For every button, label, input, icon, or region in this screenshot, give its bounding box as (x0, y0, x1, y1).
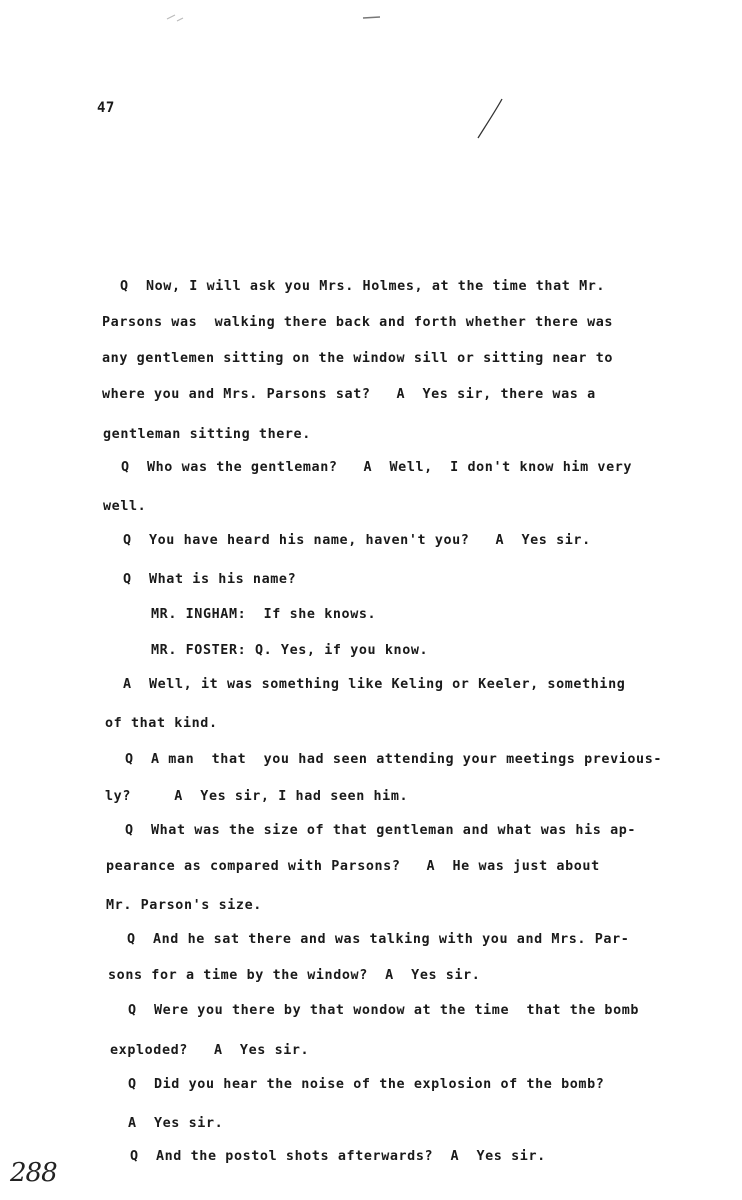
transcript-line: A Well, it was something like Keling or Keeler, something (123, 677, 626, 692)
transcript-line: exploded? A Yes sir. (110, 1043, 310, 1058)
transcript-line: Q What was the size of that gentleman and what was his ap- (125, 823, 637, 838)
transcript-line: Q What is his name? (123, 572, 297, 587)
page-number: 47 (97, 100, 115, 116)
transcript-line: sons for a time by the window? A Yes sir. (108, 968, 481, 983)
transcript-line: any gentlemen sitting on the window sill or sitting near to (102, 351, 614, 366)
transcript-line: Q And he sat there and was talking with you and Mrs. Par- (127, 932, 630, 947)
transcript-line: Q A man that you had seen attending your meetings previous- (125, 752, 663, 767)
pen-slash-mark (472, 96, 506, 142)
transcript-line: well. (103, 499, 147, 514)
transcript-line: Q Did you hear the noise of the explosion of the bomb? (128, 1077, 605, 1092)
transcript-line: of that kind. (105, 716, 218, 731)
transcript-line: A Yes sir. (128, 1116, 224, 1131)
transcript-line: Q You have heard his name, haven't you? A Yes sir. (123, 533, 591, 548)
transcript-line: MR. INGHAM: If she knows. (151, 607, 377, 622)
handwritten-folio-number: 288 (10, 1158, 57, 1188)
top-dash-mark (360, 8, 384, 27)
top-smudge-mark (165, 8, 185, 27)
transcript-line: Q Now, I will ask you Mrs. Holmes, at the time that Mr. (120, 279, 606, 294)
transcript-line: ly? A Yes sir, I had seen him. (105, 789, 409, 804)
transcript-line: gentleman sitting there. (103, 427, 311, 442)
transcript-line: Q Who was the gentleman? A Well, I don't know him very (121, 460, 633, 475)
transcript-line: MR. FOSTER: Q. Yes, if you know. (151, 643, 429, 658)
transcript-line: pearance as compared with Parsons? A He was just about (106, 859, 600, 874)
transcript-line: Parsons was walking there back and forth whether there was (102, 315, 614, 330)
transcript-line: Q And the postol shots afterwards? A Yes sir. (130, 1149, 546, 1164)
transcript-line: Q Were you there by that wondow at the time that the bomb (128, 1003, 640, 1018)
transcript-line: Mr. Parson's size. (106, 898, 262, 913)
transcript-line: where you and Mrs. Parsons sat? A Yes sir, there was a (102, 387, 596, 402)
